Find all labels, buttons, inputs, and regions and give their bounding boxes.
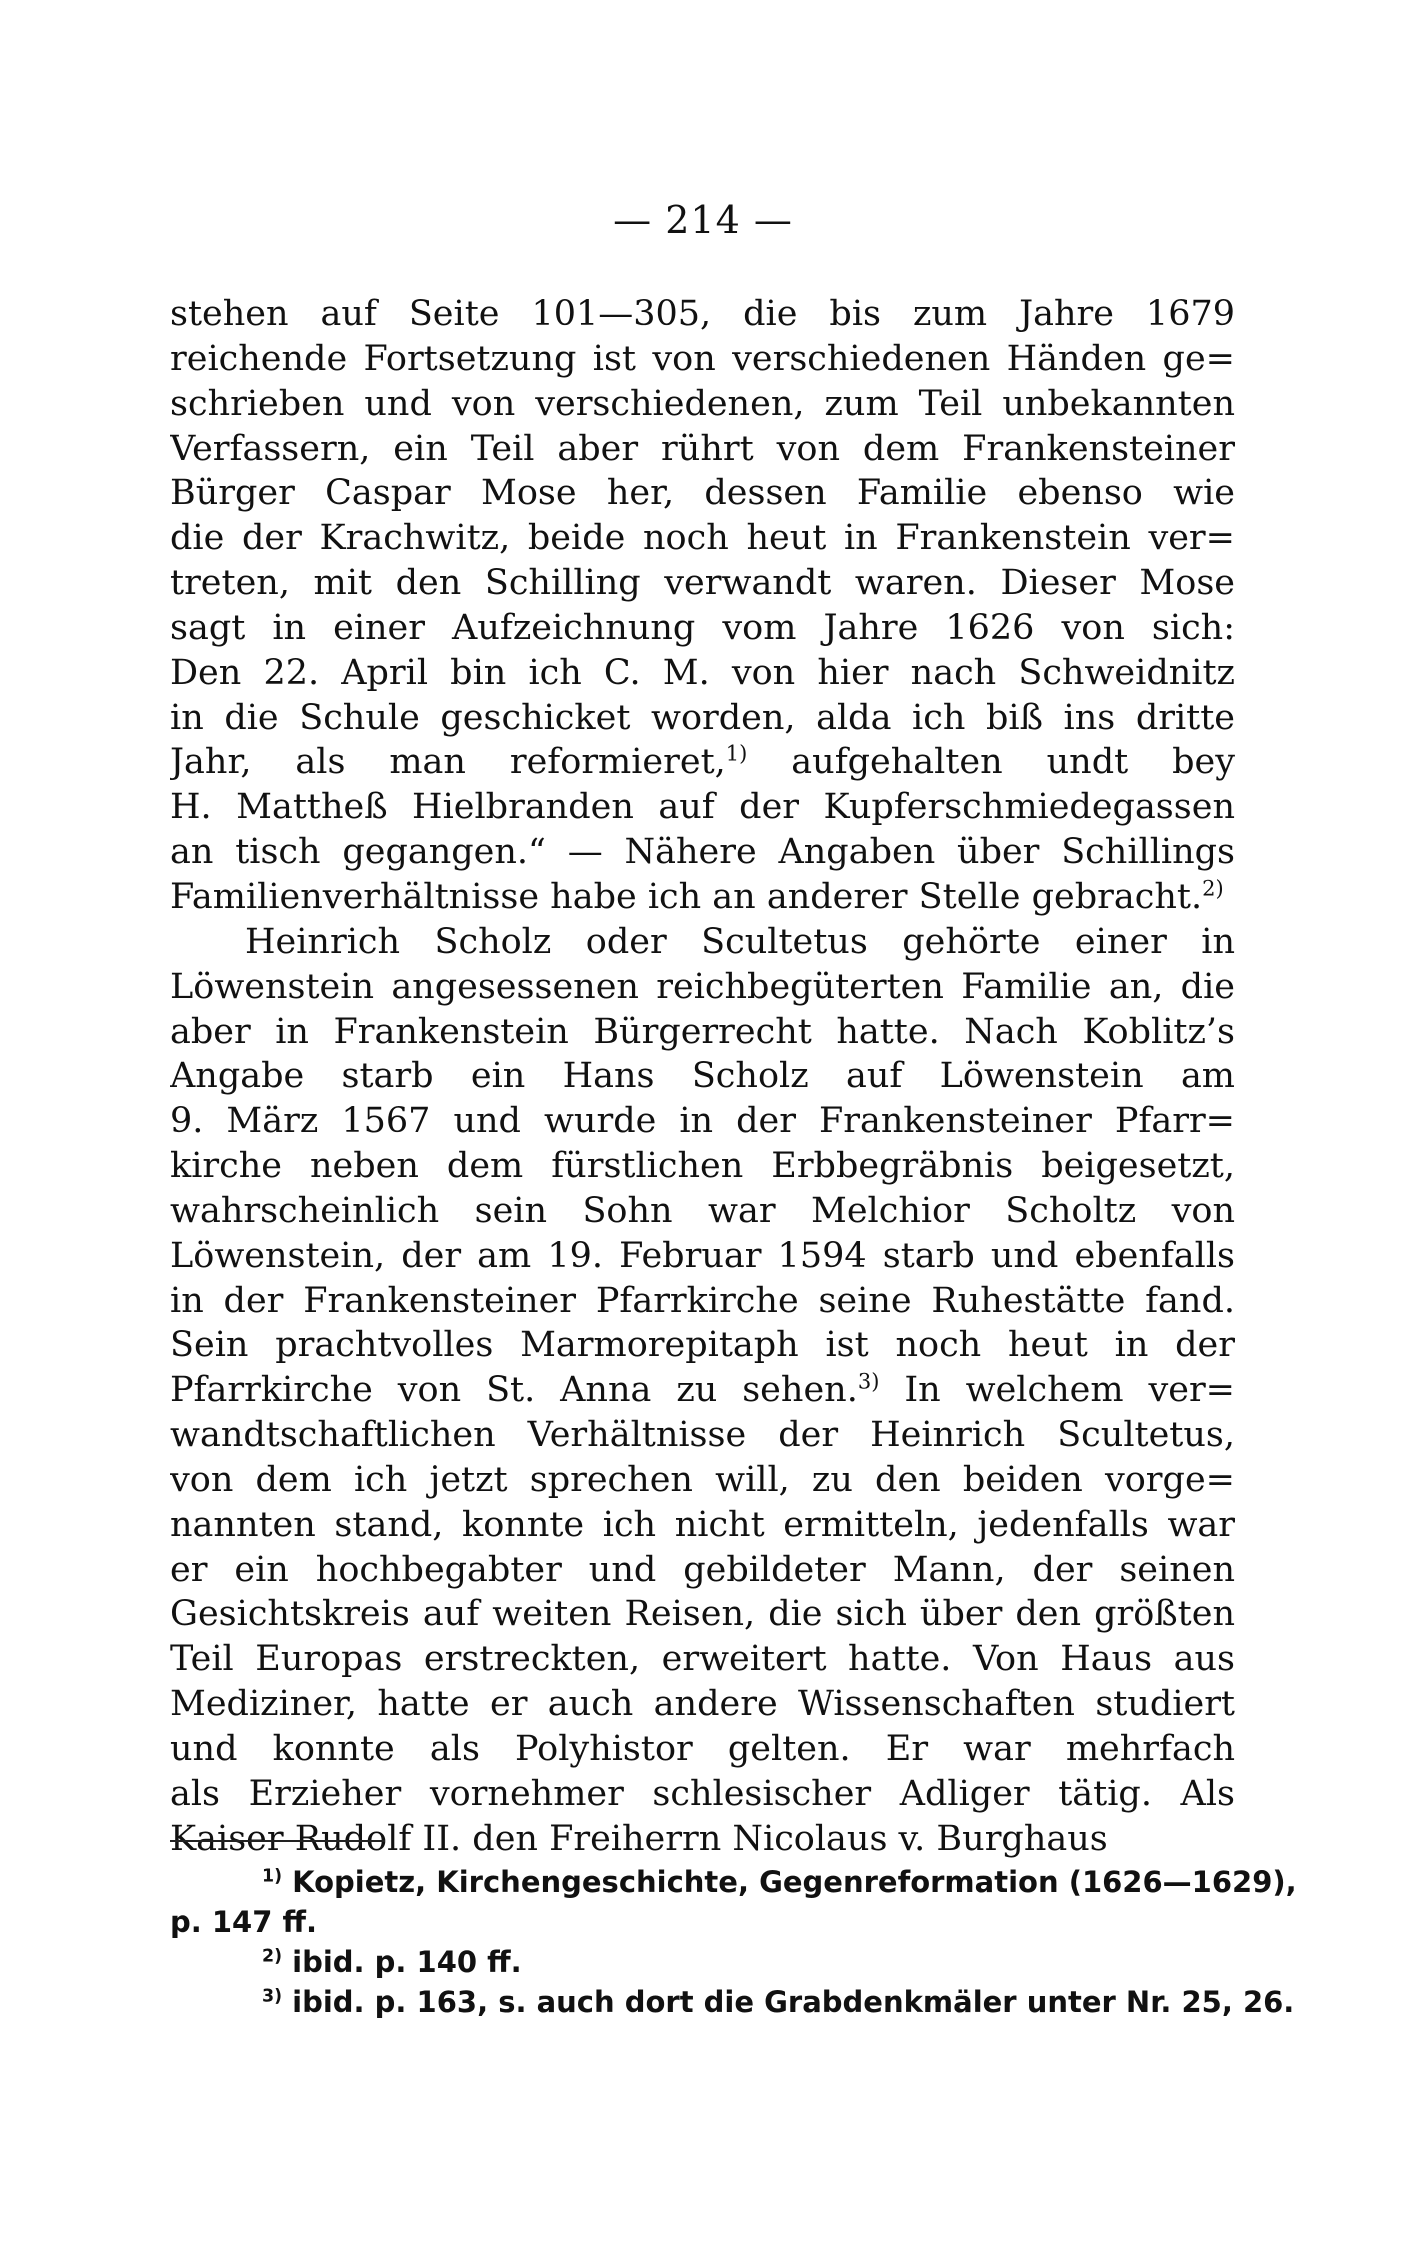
footnote-ref[interactable]: 2) <box>1202 876 1224 901</box>
text-line: Kaiser Rudolf II. den Freiherrn Nicolaus v. Burghaus <box>170 1818 1108 1859</box>
footnote-text: ibid. p. 140 ff. <box>282 1945 522 1979</box>
text-segment: Jahr, als man reformieret, <box>170 742 726 783</box>
footnote-2 <box>170 1942 1235 1982</box>
footnote-marker: 2) <box>262 1946 283 1967</box>
footnote-divider <box>170 1840 385 1842</box>
text-line: Bürger Caspar Mose her, dessen Familie ebenso wie <box>170 473 1235 514</box>
footnote-ref[interactable]: 1) <box>725 741 748 766</box>
footnote-text: ibid. p. 163, s. auch dort die Grabdenkmäler unter Nr. 25, 26. <box>282 1985 1295 2019</box>
text-line: Heinrich Scholz oder Scultetus gehörte einer in <box>245 921 1235 962</box>
text-segment: In welchem ver= <box>879 1370 1235 1411</box>
text-line: Verfassern, ein Teil aber rührt von dem Frankensteiner <box>170 428 1235 469</box>
text-line <box>170 1368 1235 1413</box>
text-line: Sein prachtvolles Marmorepitaph ist noch heut in der <box>170 1325 1235 1366</box>
text-line: Mediziner, hatte er auch andere Wissenschaften studiert <box>170 1684 1235 1725</box>
footnotes <box>170 1862 1297 2022</box>
footnote-1 <box>170 1862 1297 1902</box>
page-number: — 214 — <box>613 198 793 242</box>
body-text <box>170 292 1235 1862</box>
text-line: er ein hochbegabter und gebildeter Mann, der seinen <box>170 1549 1235 1590</box>
text-line: in der Frankensteiner Pfarrkirche seine Ruhestätte fand. <box>170 1280 1235 1321</box>
text-line: an tisch gegangen.“ — Nähere Angaben über Schillings <box>170 832 1235 873</box>
footnote-text: Kopietz, Kirchengeschichte, Gegenreformation (1626—1629), <box>282 1865 1297 1899</box>
text-line: von dem ich jetzt sprechen will, zu den beiden vorge= <box>170 1459 1235 1500</box>
text-line: in die Schule geschicket worden, alda ich biß ins dritte <box>170 697 1235 738</box>
text-line: H. Mattheß Hielbranden auf der Kupferschmiedegassen <box>170 787 1235 828</box>
text-line: nannten stand, konnte ich nicht ermitteln, jedenfalls war <box>170 1504 1235 1545</box>
text-line: kirche neben dem fürstlichen Erbbegräbnis beigesetzt, <box>170 1146 1235 1187</box>
footnote-3 <box>170 1982 1295 2022</box>
text-line: Gesichtskreis auf weiten Reisen, die sich über den größten <box>170 1594 1235 1635</box>
text-line: 9. März 1567 und wurde in der Frankensteiner Pfarr= <box>170 1101 1235 1142</box>
text-line: die der Krachwitz, beide noch heut in Frankenstein ver= <box>170 518 1235 559</box>
text-line: als Erzieher vornehmer schlesischer Adliger tätig. Als <box>170 1773 1235 1814</box>
text-line: wandtschaftlichen Verhältnisse der Heinrich Scultetus, <box>170 1415 1235 1456</box>
footnote-1-continuation: p. 147 ff. <box>170 1905 318 1939</box>
text-segment: Pfarrkirche von St. Anna zu sehen. <box>170 1370 858 1411</box>
footnote-marker: 1) <box>262 1866 283 1887</box>
text-line <box>170 875 1235 920</box>
text-line: reichende Fortsetzung ist von verschiedenen Händen ge= <box>170 338 1235 379</box>
text-line: schrieben und von verschiedenen, zum Teil unbekannten <box>170 383 1235 424</box>
text-line: treten, mit den Schilling verwandt waren. Dieser Mose <box>170 563 1235 604</box>
text-line: Löwenstein, der am 19. Februar 1594 starb und ebenfalls <box>170 1235 1235 1276</box>
text-line <box>170 740 1235 785</box>
footnote-marker: 3) <box>262 1986 283 2007</box>
text-line: wahrscheinlich sein Sohn war Melchior Scholtz von <box>170 1190 1235 1231</box>
text-line: stehen auf Seite 101—305, die bis zum Jahre 1679 <box>170 294 1235 334</box>
text-line: Den 22. April bin ich C. M. von hier nach Schweidnitz <box>170 652 1235 693</box>
text-line: Löwenstein angesessenen reichbegüterten Familie an, die <box>170 966 1235 1007</box>
footnote-ref[interactable]: 3) <box>857 1369 880 1394</box>
text-line: Teil Europas erstreckten, erweitert hatte. Von Haus aus <box>170 1639 1235 1680</box>
text-line: sagt in einer Aufzeichnung vom Jahre 1626 von sich: <box>170 607 1235 648</box>
text-line: Angabe starb ein Hans Scholz auf Löwenstein am <box>170 1056 1235 1097</box>
text-segment: aufgehalten undt bey <box>747 742 1235 783</box>
text-line: aber in Frankenstein Bürgerrecht hatte. Nach Koblitz’s <box>170 1011 1235 1052</box>
text-segment: Familienverhältnisse habe ich an anderer Stelle gebracht. <box>170 876 1203 917</box>
text-line: und konnte als Polyhistor gelten. Er war mehrfach <box>170 1729 1235 1769</box>
